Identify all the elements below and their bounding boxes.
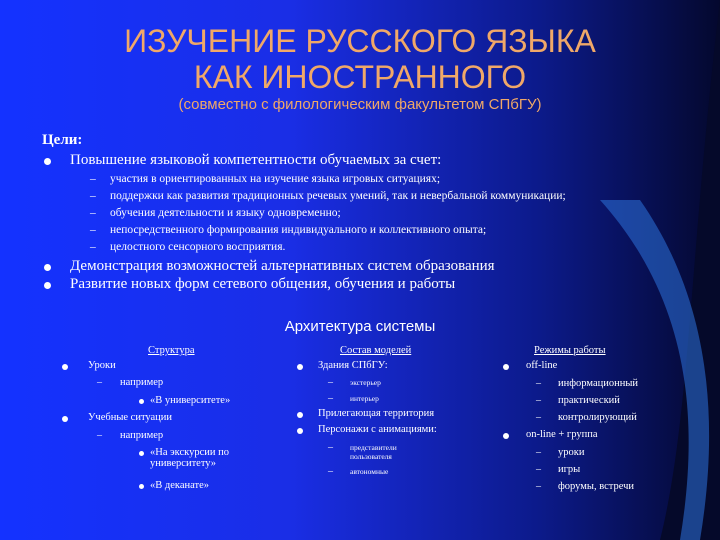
dash-icon: – bbox=[536, 481, 541, 492]
models-heading: Состав моделей bbox=[340, 345, 412, 356]
models-territory: Прилегающая территория bbox=[318, 408, 435, 419]
bullet-icon bbox=[297, 364, 303, 370]
modes-practical: практический bbox=[558, 395, 620, 406]
goals-heading: Цели: bbox=[42, 132, 83, 148]
modes-offline: off-line bbox=[526, 360, 558, 371]
modes-forums: форумы, встречи bbox=[558, 481, 635, 492]
models-characters: Персонажи с анимациями: bbox=[318, 424, 437, 435]
goal-item-1-text: Повышение языковой компетентности обучаемых за счет: bbox=[70, 152, 442, 168]
dash-icon: – bbox=[536, 464, 541, 475]
models-interior: интерьер bbox=[350, 394, 379, 403]
goal-item-2: Демонстрация возможностей альтернативных систем образования bbox=[70, 258, 495, 275]
bullet-icon bbox=[297, 412, 303, 418]
dash-icon: – bbox=[328, 442, 333, 453]
sub-item-1: – участия в ориентированных на изучение языка игровых ситуациях; bbox=[90, 173, 441, 185]
structure-heading: Структура bbox=[148, 345, 195, 356]
models-users: представители пользователя bbox=[350, 443, 397, 461]
dash-icon: – bbox=[536, 412, 541, 423]
dash-icon: – bbox=[536, 378, 541, 389]
modes-games: игры bbox=[558, 464, 581, 475]
dash-icon: – bbox=[328, 393, 333, 404]
goal-item-1 bbox=[70, 152, 441, 169]
bullet-icon bbox=[44, 264, 51, 271]
bullet-icon bbox=[62, 416, 68, 422]
structure-example-2: например bbox=[120, 430, 164, 441]
dash-icon: – bbox=[97, 430, 102, 441]
dash-icon: – bbox=[328, 466, 333, 477]
bullet-icon bbox=[297, 428, 303, 434]
architecture-heading: Архитектура системы bbox=[284, 318, 436, 335]
dash-icon: – bbox=[97, 377, 102, 388]
structure-excursion: «На экскурсии по университету» bbox=[150, 447, 229, 469]
bullet-icon bbox=[44, 282, 51, 289]
modes-heading: Режимы работы bbox=[534, 345, 606, 356]
structure-deanery: «В деканате» bbox=[150, 480, 209, 491]
modes-online: on-line + группа bbox=[526, 429, 598, 440]
title-line-1: ИЗУЧЕНИЕ РУССКОГО ЯЗЫКА bbox=[124, 23, 596, 59]
bullet-icon bbox=[44, 158, 51, 165]
dash-icon: – bbox=[328, 377, 333, 388]
sub-item-4: – непосредственного формирования индивидуального и коллективного опыта; bbox=[90, 224, 487, 236]
sub-item-3: – обучения деятельности и языку одновременно; bbox=[90, 207, 341, 219]
structure-situations: Учебные ситуации bbox=[88, 412, 173, 423]
bullet-icon bbox=[503, 433, 509, 439]
bullet-icon bbox=[139, 399, 144, 404]
bullet-icon bbox=[62, 364, 68, 370]
models-exterior: экстерьер bbox=[350, 378, 381, 387]
structure-lessons: Уроки bbox=[88, 360, 116, 371]
subtitle: (совместно с филологическим факультетом СПбГУ) bbox=[178, 96, 542, 113]
sub-item-5: – целостного сенсорного восприятия. bbox=[90, 241, 286, 253]
modes-controlling: контролирующий bbox=[558, 412, 637, 423]
dash-icon: – bbox=[536, 447, 541, 458]
goal-item-3: Развитие новых форм сетевого общения, обучения и работы bbox=[70, 276, 455, 293]
dash-icon: – bbox=[536, 395, 541, 406]
title-line-2: КАК ИНОСТРАННОГО bbox=[193, 59, 527, 95]
bullet-icon bbox=[503, 364, 509, 370]
modes-lessons: уроки bbox=[558, 447, 585, 458]
modes-informational: информационный bbox=[558, 378, 639, 389]
models-autonomous: автономные bbox=[350, 467, 389, 476]
models-buildings: Здания СПбГУ: bbox=[318, 360, 388, 371]
bullet-icon bbox=[139, 451, 144, 456]
structure-example-1: например bbox=[120, 377, 164, 388]
sub-item-2: – поддержки как развития традиционных речевых умений, так и невербальной коммуникации; bbox=[90, 190, 566, 202]
structure-at-university: «В университете» bbox=[150, 395, 231, 406]
bullet-icon bbox=[139, 484, 144, 489]
